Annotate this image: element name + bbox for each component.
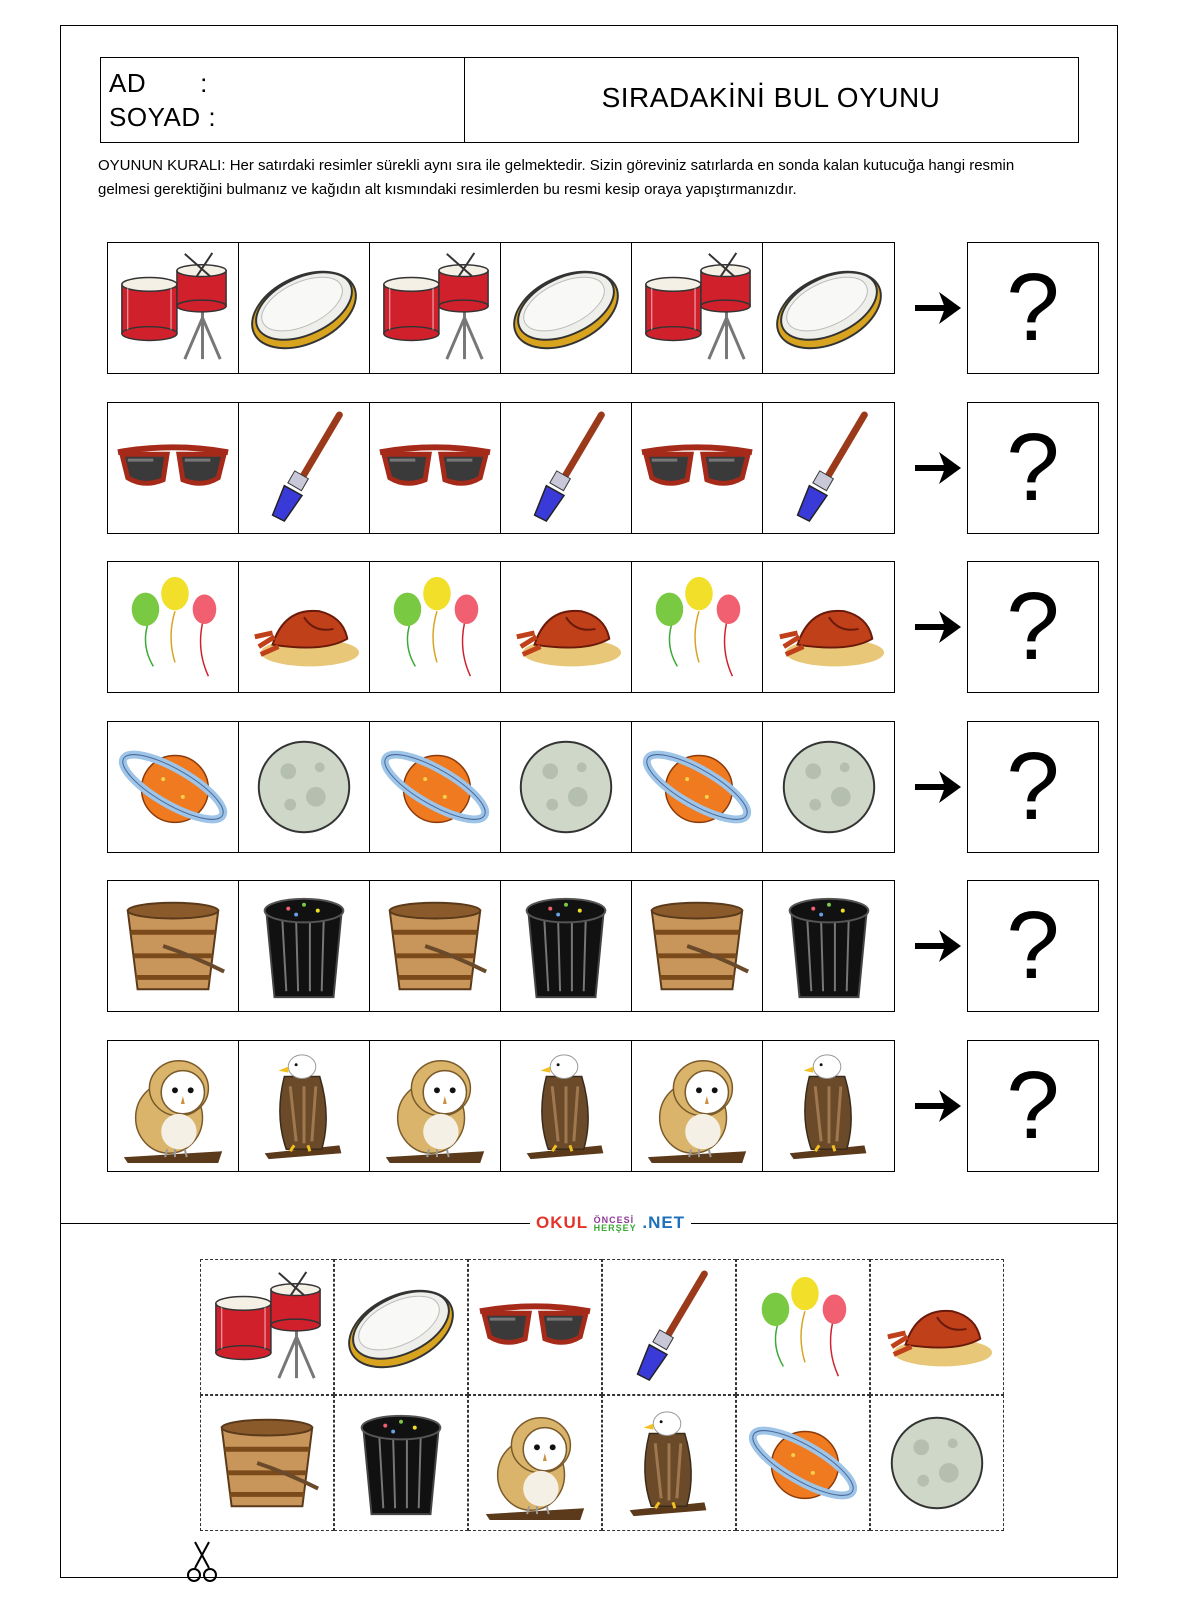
cutout-card[interactable]	[334, 1395, 468, 1531]
arrow-right-icon	[913, 448, 963, 488]
pattern-cell	[763, 403, 894, 533]
cutout-card[interactable]	[468, 1259, 602, 1395]
pattern-cell	[763, 881, 894, 1011]
sunglasses-icon	[476, 1268, 594, 1386]
drums-icon	[208, 1268, 326, 1386]
pattern-row	[107, 242, 895, 374]
owl-icon	[476, 1404, 594, 1522]
pattern-cell	[239, 722, 370, 852]
basket-icon	[376, 887, 494, 1005]
pattern-cell	[239, 1041, 370, 1171]
trash-can-icon	[342, 1404, 460, 1522]
pattern-cell	[108, 722, 239, 852]
cutout-card[interactable]	[602, 1395, 736, 1531]
moon-icon	[245, 728, 363, 846]
pattern-cell	[108, 403, 239, 533]
sunglasses-icon	[638, 409, 756, 527]
pattern-cell	[239, 403, 370, 533]
cutout-card[interactable]	[736, 1259, 870, 1395]
sunglasses-icon	[114, 409, 232, 527]
cutout-card[interactable]	[468, 1395, 602, 1531]
pattern-cell	[370, 403, 501, 533]
pattern-row	[107, 880, 895, 1012]
name-fields	[101, 58, 465, 142]
cutout-card[interactable]	[602, 1259, 736, 1395]
soyad-label: SOYAD :	[109, 102, 217, 132]
basket-icon	[114, 887, 232, 1005]
tambourine-icon	[245, 249, 363, 367]
arrow-right-icon	[913, 1086, 963, 1126]
moon-icon	[507, 728, 625, 846]
paintbrush-icon	[610, 1268, 728, 1386]
logo-herseyi: HERŞEY	[593, 1222, 637, 1233]
paintbrush-icon	[245, 409, 363, 527]
arrow-right-icon	[913, 767, 963, 807]
pattern-cell	[763, 243, 894, 373]
pattern-cell	[632, 562, 763, 692]
trash-can-icon	[245, 887, 363, 1005]
pattern-cell	[370, 243, 501, 373]
cutout-card[interactable]	[870, 1259, 1004, 1395]
hermit-crab-icon	[507, 568, 625, 686]
pattern-cell	[108, 1041, 239, 1171]
paintbrush-icon	[507, 409, 625, 527]
tambourine-icon	[342, 1268, 460, 1386]
pattern-cell	[108, 562, 239, 692]
trash-can-icon	[770, 887, 888, 1005]
logo-net: .NET	[642, 1213, 686, 1232]
header-box	[100, 57, 1079, 143]
pattern-row	[107, 1040, 895, 1172]
pattern-cell	[501, 562, 632, 692]
balloons-icon	[114, 568, 232, 686]
cutout-grid	[200, 1259, 1004, 1531]
pattern-cell	[632, 243, 763, 373]
pattern-cell	[370, 562, 501, 692]
owl-icon	[638, 1047, 756, 1165]
page-title: SIRADAKİNİ BUL OYUNU	[601, 82, 941, 113]
trash-can-icon	[507, 887, 625, 1005]
cutout-card[interactable]	[334, 1259, 468, 1395]
arrow-right-icon	[913, 607, 963, 647]
eagle-icon	[507, 1047, 625, 1165]
hermit-crab-icon	[245, 568, 363, 686]
basket-icon	[208, 1404, 326, 1522]
cutout-card[interactable]	[200, 1259, 334, 1395]
logo-oncesi: ÖNCESİ	[593, 1214, 635, 1225]
answer-box[interactable]: ?	[967, 880, 1099, 1012]
saturn-icon	[376, 728, 494, 846]
pattern-cell	[239, 243, 370, 373]
answer-box[interactable]: ?	[967, 402, 1099, 534]
pattern-cell	[501, 881, 632, 1011]
answer-box[interactable]: ?	[967, 242, 1099, 374]
pattern-cell	[108, 243, 239, 373]
eagle-icon	[770, 1047, 888, 1165]
saturn-icon	[114, 728, 232, 846]
tambourine-icon	[770, 249, 888, 367]
arrow-right-icon	[913, 288, 963, 328]
drums-icon	[114, 249, 232, 367]
tambourine-icon	[507, 249, 625, 367]
saturn-icon	[744, 1404, 862, 1522]
pattern-row	[107, 402, 895, 534]
answer-box[interactable]: ?	[967, 561, 1099, 693]
pattern-row	[107, 561, 895, 693]
owl-icon	[114, 1047, 232, 1165]
drums-icon	[638, 249, 756, 367]
pattern-cell	[501, 722, 632, 852]
cutout-card[interactable]	[870, 1395, 1004, 1531]
cutout-card[interactable]	[200, 1395, 334, 1531]
site-logo	[530, 1213, 691, 1233]
pattern-cell	[370, 722, 501, 852]
pattern-cell	[370, 1041, 501, 1171]
pattern-cell	[763, 722, 894, 852]
hermit-crab-icon	[770, 568, 888, 686]
arrow-right-icon	[913, 926, 963, 966]
rules-text: OYUNUN KURALI: Her satırdaki resimler sürekli aynı sıra ile gelmektedir. Sizin göreviniz satırlarda en sonda kalan kutucuğa hangi resmin gelmesi gerektiğini bulmanız ve kağıdın alt kısmındaki resimlerden bu resmi kesip oraya yapıştırmanızdır.	[98, 157, 1015, 198]
pattern-cell	[501, 243, 632, 373]
answer-box[interactable]: ?	[967, 1040, 1099, 1172]
balloons-icon	[744, 1268, 862, 1386]
moon-icon	[878, 1404, 996, 1522]
pattern-cell	[632, 1041, 763, 1171]
pattern-cell	[763, 1041, 894, 1171]
pattern-cell	[632, 403, 763, 533]
saturn-icon	[638, 728, 756, 846]
answer-box[interactable]: ?	[967, 721, 1099, 853]
pattern-cell	[501, 403, 632, 533]
paintbrush-icon	[770, 409, 888, 527]
pattern-cell	[632, 881, 763, 1011]
cutout-card[interactable]	[736, 1395, 870, 1531]
moon-icon	[770, 728, 888, 846]
pattern-cell	[763, 562, 894, 692]
pattern-cell	[239, 881, 370, 1011]
pattern-cell	[632, 722, 763, 852]
logo-okul: OKUL	[536, 1213, 588, 1232]
pattern-cell	[501, 1041, 632, 1171]
drums-icon	[376, 249, 494, 367]
scissors-icon	[185, 1540, 219, 1584]
balloons-icon	[638, 568, 756, 686]
eagle-icon	[245, 1047, 363, 1165]
pattern-cell	[108, 881, 239, 1011]
sunglasses-icon	[376, 409, 494, 527]
basket-icon	[638, 887, 756, 1005]
hermit-crab-icon	[878, 1268, 996, 1386]
ad-label: AD :	[109, 68, 208, 98]
pattern-cell	[239, 562, 370, 692]
balloons-icon	[376, 568, 494, 686]
pattern-cell	[370, 881, 501, 1011]
owl-icon	[376, 1047, 494, 1165]
pattern-row	[107, 721, 895, 853]
eagle-icon	[610, 1404, 728, 1522]
